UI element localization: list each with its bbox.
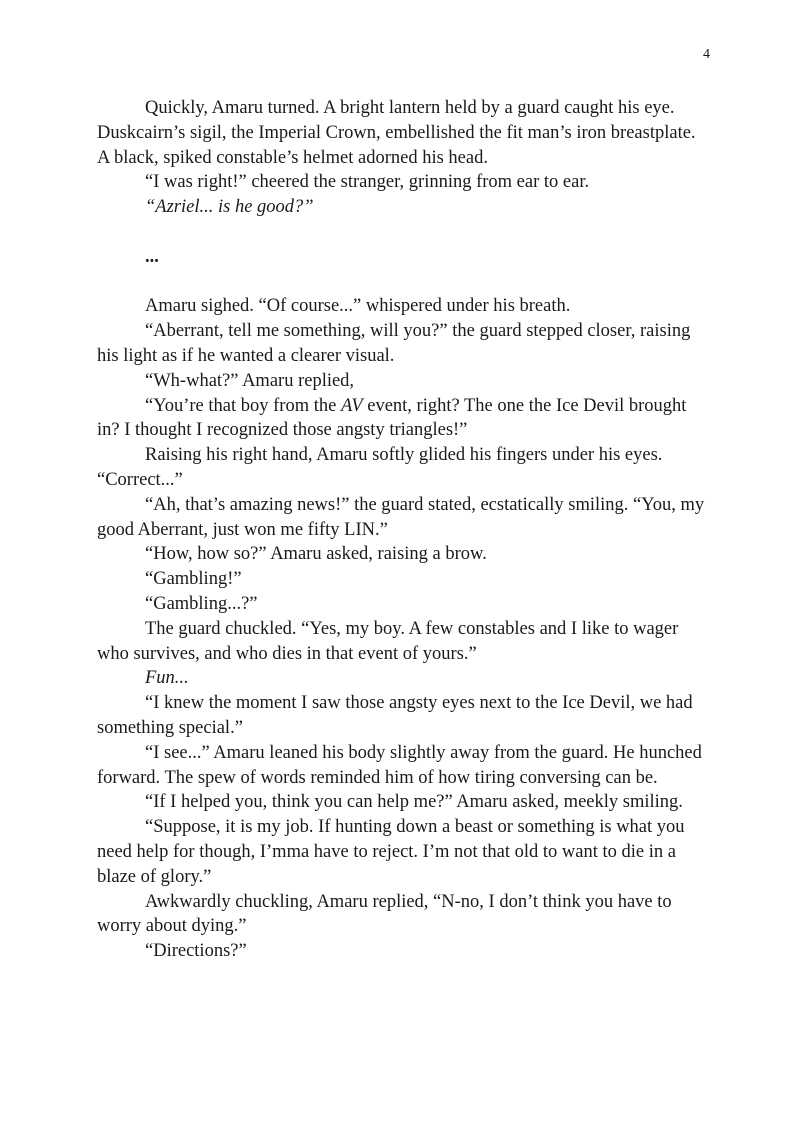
paragraph: The guard chuckled. “Yes, my boy. A few constables and I like to wager who survives, and who dies in that event of yours.” bbox=[97, 618, 679, 664]
paragraph bbox=[97, 394, 707, 444]
paragraph-part: event, right? The one the Ice Devil brought in? I thought I recognized those angsty triangles!” bbox=[97, 395, 687, 441]
paragraph: “Directions?” bbox=[145, 941, 247, 962]
page-number: 4 bbox=[703, 47, 710, 62]
italic-thought: “Azriel... is he good?” bbox=[145, 197, 314, 218]
paragraph: “I was right!” cheered the stranger, grinning from ear to ear. bbox=[145, 172, 590, 193]
paragraph: “Suppose, it is my job. If hunting down a beast or something is what you need help for though, I’mma have to reject. I’m not that old to want to die in a blaze of glory.” bbox=[97, 817, 685, 887]
italic-term: AV bbox=[340, 395, 363, 416]
paragraph: “Gambling...?” bbox=[145, 593, 258, 614]
paragraph-part: “You’re that boy from the bbox=[145, 395, 341, 416]
paragraph: Raising his right hand, Amaru softly glided his fingers under his eyes. “Correct...” bbox=[97, 445, 663, 490]
paragraph: Quickly, Amaru turned. A bright lantern held by a guard caught his eye. Duskcairn’s sigil, the Imperial Crown, embellished the fit man’s iron breastplate. A black, spiked constable’s helmet adorned his head. bbox=[97, 98, 696, 168]
spacer bbox=[97, 220, 707, 245]
paragraph: “Gambling!” bbox=[145, 569, 242, 590]
paragraph: Amaru sighed. “Of course...” whispered under his breath. bbox=[145, 296, 571, 317]
scene-separator: ... bbox=[145, 246, 159, 267]
paragraph: “I knew the moment I saw those angsty eyes next to the Ice Devil, we had something special.” bbox=[97, 693, 693, 738]
paragraph: “How, how so?” Amaru asked, raising a brow. bbox=[145, 544, 487, 565]
paragraph: “If I helped you, think you can help me?” Amaru asked, meekly smiling. bbox=[145, 792, 683, 813]
paragraph: “Aberrant, tell me something, will you?” the guard stepped closer, raising his light as if he wanted a clearer visual. bbox=[97, 321, 691, 366]
paragraph-italic bbox=[97, 666, 707, 691]
italic-thought: Fun... bbox=[145, 668, 189, 689]
paragraph: “I see...” Amaru leaned his body slightly away from the guard. He hunched forward. The spew of words reminded him of how tiring conversing can be. bbox=[97, 742, 702, 788]
paragraph: Awkwardly chuckling, Amaru replied, “N-no, I don’t think you have to worry about dying.” bbox=[97, 891, 672, 937]
paragraph-italic bbox=[97, 195, 707, 220]
manuscript-body bbox=[97, 96, 707, 964]
paragraph: “Ah, that’s amazing news!” the guard stated, ecstatically smiling. “You, my good Aberrant, just won me fifty LIN.” bbox=[97, 494, 705, 540]
paragraph: “Wh-what?” Amaru replied, bbox=[145, 370, 355, 391]
spacer bbox=[97, 270, 707, 295]
